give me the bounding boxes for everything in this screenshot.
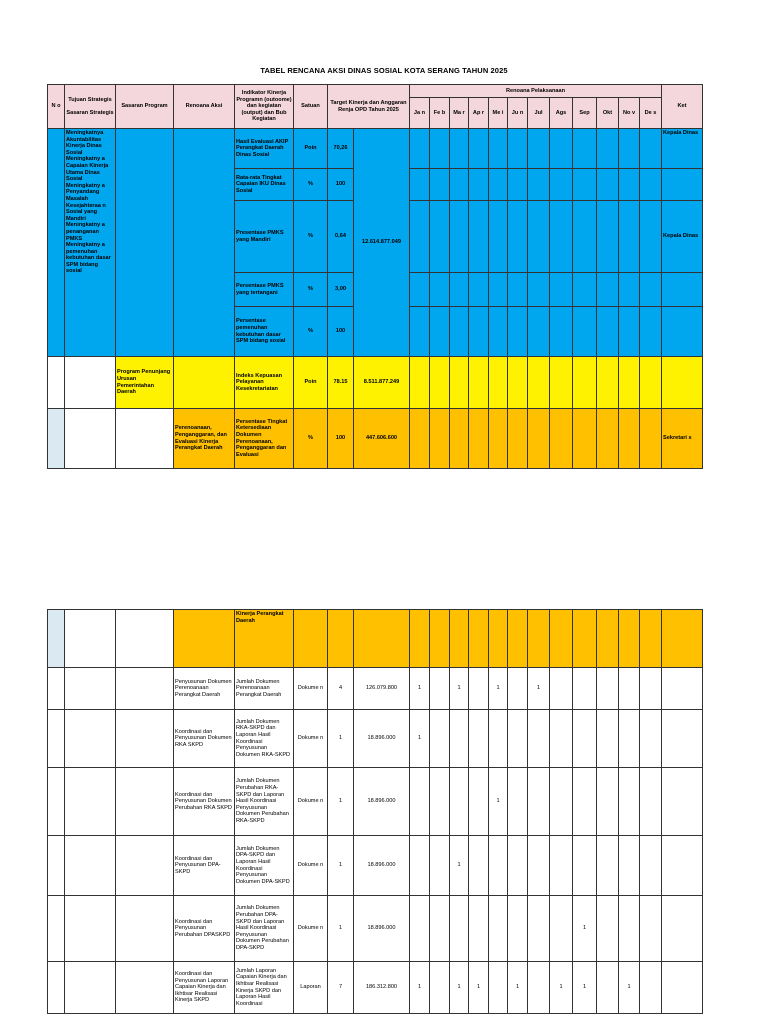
sasaran-program [116, 668, 174, 710]
ket [662, 962, 703, 1014]
indikator: Persentase Tingkat Ketersediaan Dokumen Perenoanaan, Penganggaran dan Evaluasi [235, 409, 294, 469]
row-no [48, 357, 65, 409]
month-cell [640, 768, 662, 836]
month-cell [597, 962, 619, 1014]
month-cell [430, 768, 450, 836]
indikator: Jumlah Dokumen Perubahan RKA-SKPD dan Laporan Hasil Koordinasi Penyusunan Dokumen Perubahan RKA-SKPD [235, 768, 294, 836]
month-cell [489, 836, 508, 896]
month-cell [619, 668, 640, 710]
row-no [48, 962, 65, 1014]
month-cell [430, 962, 450, 1014]
renaksi: Penyusunan Dokumen Perenoanaan Perangkat Daerah [174, 668, 235, 710]
renaksi [174, 357, 235, 409]
header-indikator: Indikator Kinerja Programn (outoome) dan kegiatan (output) dan Bub Kegiatan [235, 85, 294, 129]
tujuan-strategis [65, 896, 116, 962]
month-cell [550, 768, 573, 836]
indikator: Indeks Kepuasan Pelayanan Kesekretariatan [235, 357, 294, 409]
month-cell [508, 768, 528, 836]
header-target: Target Kinerja dan Anggaran Renja OPD Tahun 2025 [328, 85, 410, 129]
month-cell [508, 710, 528, 768]
month-cell: 1 [450, 836, 469, 896]
header-sasaran-program: Sasaran Program [116, 85, 174, 129]
target: 3,00 [328, 273, 354, 307]
month-cell [550, 668, 573, 710]
satuan: Dokume n [294, 768, 328, 836]
row-no [48, 409, 65, 469]
ket [662, 768, 703, 836]
tujuan-strategis [65, 962, 116, 1014]
month-cell [469, 768, 489, 836]
month-cell [430, 710, 450, 768]
month-cell [430, 668, 450, 710]
anggaran: 186.312.800 [354, 962, 410, 1014]
tujuan-strategis [65, 409, 116, 469]
month-cell [550, 896, 573, 962]
anggaran: 447.606.600 [354, 409, 410, 469]
target: 78.15 [328, 357, 354, 409]
header-satuan: Satuan [294, 85, 328, 129]
month-cell [469, 668, 489, 710]
header-month: No v [619, 98, 640, 129]
table-row [48, 836, 703, 896]
month-cell: 1 [410, 710, 430, 768]
ket [662, 896, 703, 962]
program: Program Penunjang Urusan Pemerintahan Daerah [116, 357, 174, 409]
sub-activity-table [47, 667, 703, 1014]
tujuan-strategis [65, 768, 116, 836]
ket [662, 710, 703, 768]
table-row [48, 896, 703, 962]
target: 100 [328, 307, 354, 357]
row-no [48, 768, 65, 836]
ket [662, 357, 703, 409]
month-cell [528, 962, 550, 1014]
month-cell [619, 768, 640, 836]
month-cell: 1 [410, 962, 430, 1014]
row-no [48, 896, 65, 962]
header-tujuan: Tujuan Strategis Sasaran Strategis [65, 85, 116, 129]
satuan: Laporan [294, 962, 328, 1014]
header-month: Ja n [410, 98, 430, 129]
anggaran: 18.896.000 [354, 768, 410, 836]
month-cell [640, 668, 662, 710]
ket [662, 169, 703, 201]
renaksi: Koordinasi dan Penyusunan Dokumen Perubahan RKA SKPD [174, 768, 235, 836]
month-cell [469, 896, 489, 962]
month-cell [573, 710, 597, 768]
month-cell [573, 836, 597, 896]
satuan: % [294, 169, 328, 201]
sasaran-program [116, 710, 174, 768]
month-cell [640, 836, 662, 896]
satuan: % [294, 307, 328, 357]
renaksi: Koordinasi dan Penyusunan Dokumen RKA SKPD [174, 710, 235, 768]
anggaran: 126.079.800 [354, 668, 410, 710]
month-cell [573, 768, 597, 836]
ket [662, 836, 703, 896]
tujuan-strategis: Meningkatnya Akuntabilitas Kinerja Dinas Sosial Meningkatny a Capaian Kinerja Utama Dinas Sosial Meningkatny a Penyandang Masalah Kesejahteraa n Sosial yang Mandiri Meningkatny a penanganan PMKS Meningkatny a pemenuhan kebutuhan dasar SPM bidang sosial [65, 129, 116, 357]
month-cell [508, 836, 528, 896]
month-cell [430, 836, 450, 896]
row-no [48, 610, 65, 668]
header-renaksi: Renoana Aksi [174, 85, 235, 129]
ket: Kepala Dinas [662, 129, 703, 169]
month-cell: 1 [489, 668, 508, 710]
ket [662, 273, 703, 307]
header-ket: Ket [662, 85, 703, 129]
tujuan-strategis [65, 357, 116, 409]
row-no [48, 129, 65, 357]
target: 0,64 [328, 201, 354, 273]
anggaran: 12.614.877.049 [354, 129, 410, 357]
header-rencana: Renoana Pelaksanaan [410, 85, 662, 98]
month-cell [597, 668, 619, 710]
satuan: Dokume n [294, 710, 328, 768]
header-month: De s [640, 98, 662, 129]
target: 1 [328, 710, 354, 768]
indikator: Persentase PMKS yang tertangani [235, 273, 294, 307]
header-month: Ap r [469, 98, 489, 129]
month-cell [597, 710, 619, 768]
month-cell [430, 896, 450, 962]
renaksi [174, 129, 235, 357]
indikator: Presentase PMKS yang Mandiri [235, 201, 294, 273]
month-cell [640, 710, 662, 768]
satuan: Dokume n [294, 836, 328, 896]
target: 70,26 [328, 129, 354, 169]
anggaran: 18.896.000 [354, 896, 410, 962]
month-cell [597, 768, 619, 836]
ket [662, 668, 703, 710]
tujuan-strategis [65, 668, 116, 710]
month-cell: 1 [508, 962, 528, 1014]
month-cell [489, 962, 508, 1014]
month-cell [597, 896, 619, 962]
month-cell [469, 836, 489, 896]
header-no: N o [48, 85, 65, 129]
indikator: Persentase pemenuhan kebutuhan dasar SPM bidang sosial [235, 307, 294, 357]
month-cell: 1 [450, 962, 469, 1014]
indikator: Jumlah Dokumen Perubahan DPA-SKPD dan Laporan Hasil Koordinasi Penyusunan Dokumen Perubahan DPA-SKPD [235, 896, 294, 962]
indikator: Jumlah Dokumen RKA-SKPD dan Laporan Hasil Koordinasi Penyusunan Dokumen RKA-SKPD [235, 710, 294, 768]
sasaran-program [116, 962, 174, 1014]
month-cell: 1 [450, 668, 469, 710]
month-cell [597, 836, 619, 896]
month-cell: 1 [469, 962, 489, 1014]
sasaran-program [116, 836, 174, 896]
ket: Sekretari s [662, 409, 703, 469]
month-cell [450, 710, 469, 768]
month-cell [528, 896, 550, 962]
target: 1 [328, 836, 354, 896]
anggaran: 18.896.000 [354, 710, 410, 768]
header-month: Sep [573, 98, 597, 129]
header-month: Ju n [508, 98, 528, 129]
header-month: Me i [489, 98, 508, 129]
indikator: Kinerja Perangkat Daerah [235, 610, 294, 668]
month-cell: 1 [528, 668, 550, 710]
month-cell [450, 896, 469, 962]
indikator: Jumlah Dokumen DPA-SKPD dan Laporan Hasil Koordinasi Penyusunan Dokumen DPA-SKPD [235, 836, 294, 896]
satuan: Poin [294, 357, 328, 409]
header-month: Ma r [450, 98, 469, 129]
month-cell [489, 710, 508, 768]
month-cell [619, 836, 640, 896]
ket: Kepala Dinas [662, 201, 703, 273]
satuan: Dokume n [294, 668, 328, 710]
month-cell: 1 [619, 962, 640, 1014]
indikator: Hasil Evaluasi AKIP Perangkat Daerah Dinas Sosial [235, 129, 294, 169]
document-title: TABEL RENCANA AKSI DINAS SOSIAL KOTA SERANG TAHUN 2025 [260, 66, 508, 75]
header-month: Fe b [430, 98, 450, 129]
sasaran-program [116, 768, 174, 836]
month-cell [619, 710, 640, 768]
month-cell [573, 668, 597, 710]
month-cell [640, 962, 662, 1014]
indikator: Jumlah Dokumen Perenoanaan Perangkat Daerah [235, 668, 294, 710]
header-month: Ags [550, 98, 573, 129]
tujuan-strategis [65, 710, 116, 768]
renaksi: Perenoanaan, Penganggaran, dan Evaluasi Kinerja Perangkat Daerah [174, 409, 235, 469]
month-cell [640, 896, 662, 962]
renaksi: Koordinasi dan Penyusunan Laporan Capaian Kinerja dan Ikhtisar Realisasi Kinerja SKPD [174, 962, 235, 1014]
month-cell [528, 710, 550, 768]
month-cell [410, 896, 430, 962]
satuan: % [294, 409, 328, 469]
month-cell [528, 836, 550, 896]
month-cell [550, 710, 573, 768]
sasaran-program [116, 129, 174, 357]
renaksi: Koordinasi dan Penyusunan Perubahan DPASKPD [174, 896, 235, 962]
month-cell [410, 836, 430, 896]
renaksi: Koordinasi dan Penyusunan DPA-SKPD [174, 836, 235, 896]
table-row [48, 710, 703, 768]
month-cell [619, 896, 640, 962]
month-cell [410, 768, 430, 836]
row-no [48, 710, 65, 768]
target: 100 [328, 169, 354, 201]
month-cell [469, 710, 489, 768]
anggaran: 8.511.877.249 [354, 357, 410, 409]
month-cell [550, 836, 573, 896]
table-row [48, 962, 703, 1014]
row-no [48, 668, 65, 710]
month-cell [528, 768, 550, 836]
target: 100 [328, 409, 354, 469]
month-cell [489, 896, 508, 962]
month-cell [508, 668, 528, 710]
indikator: Jumlah Laporan Capaian Kinerja dan Ikhtisar Realisasi Kinerja SKPD dan Laporan Hasil Koordinasi [235, 962, 294, 1014]
indikator: Rata-rata Tingkat Capaian IKU Dinas Sosial [235, 169, 294, 201]
month-cell: 1 [573, 962, 597, 1014]
table-row [48, 768, 703, 836]
anggaran: 18.896.000 [354, 836, 410, 896]
row-no [48, 836, 65, 896]
month-cell [508, 896, 528, 962]
month-cell: 1 [573, 896, 597, 962]
header-month: Jul [528, 98, 550, 129]
satuan: Dokume n [294, 896, 328, 962]
action-plan-table-continued [47, 609, 703, 668]
target: 7 [328, 962, 354, 1014]
target: 1 [328, 896, 354, 962]
action-plan-table [47, 84, 703, 469]
satuan: % [294, 273, 328, 307]
sasaran-program [116, 409, 174, 469]
table-row [48, 668, 703, 710]
month-cell: 1 [550, 962, 573, 1014]
target: 1 [328, 768, 354, 836]
month-cell: 1 [410, 668, 430, 710]
satuan: % [294, 201, 328, 273]
satuan: Poin [294, 129, 328, 169]
sasaran-program [116, 896, 174, 962]
month-cell: 1 [489, 768, 508, 836]
tujuan-strategis [65, 836, 116, 896]
target: 4 [328, 668, 354, 710]
month-cell [450, 768, 469, 836]
ket [662, 307, 703, 357]
header-month: Okt [597, 98, 619, 129]
